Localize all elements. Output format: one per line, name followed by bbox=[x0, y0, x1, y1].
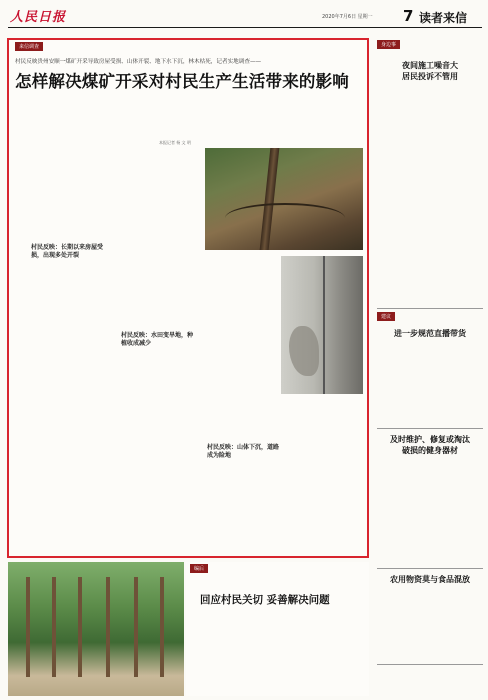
tree-shape bbox=[106, 577, 110, 677]
article-byline: 本报记者 杨 文 明 bbox=[159, 140, 191, 145]
right-column bbox=[376, 38, 484, 698]
farm-supplies-text bbox=[377, 590, 483, 660]
page-footer-notes bbox=[377, 664, 483, 696]
subhead-3: 村民反映：山体下沉，道路成为险地 bbox=[207, 444, 280, 459]
farm-supplies-title[interactable]: 农用物资莫与食品混放 bbox=[390, 575, 470, 584]
noise-complaint-text bbox=[377, 92, 483, 302]
editorial-title[interactable]: 回应村民关切 妥善解决问题 bbox=[200, 594, 330, 606]
body-text-block bbox=[15, 268, 105, 553]
livestream-title[interactable]: 进一步规范直播带货 bbox=[394, 329, 466, 338]
editorial-tag: 编后 bbox=[190, 564, 208, 573]
body-text-block bbox=[203, 254, 277, 294]
column-tag: 来信调查 bbox=[15, 42, 43, 51]
ground-crack-photo[interactable] bbox=[205, 148, 363, 250]
tree-shape bbox=[134, 577, 138, 677]
wall-stain-shape bbox=[289, 326, 319, 376]
editorial-text bbox=[190, 618, 365, 692]
tree-trunk-shape bbox=[260, 148, 280, 250]
body-text-block bbox=[281, 398, 365, 553]
body-text-block bbox=[109, 358, 199, 553]
cracked-wall-photo[interactable] bbox=[281, 256, 363, 394]
main-article[interactable] bbox=[7, 38, 369, 558]
masthead bbox=[8, 6, 482, 28]
article-headline[interactable]: 怎样解决煤矿开采对村民生产生活带来的影响 bbox=[15, 72, 349, 91]
editorial-box[interactable] bbox=[186, 562, 369, 696]
ground-crack-shape bbox=[225, 203, 345, 233]
article-kicker: 村民反映贵州安顺一煤矿开采导致房屋受损、山体开裂、地下水下沉，林木枯死，记者实地调查—— bbox=[15, 59, 262, 65]
section-name: 读者来信 bbox=[419, 11, 468, 25]
divider bbox=[377, 428, 483, 429]
wall-crack-shape bbox=[323, 256, 325, 394]
forest-photo[interactable] bbox=[8, 562, 184, 696]
issue-date: 2020年7月6日 星期一 bbox=[322, 14, 373, 20]
tree-shape bbox=[160, 577, 164, 677]
body-text-block bbox=[203, 340, 277, 450]
divider bbox=[377, 308, 483, 309]
subhead-1: 村民反映：长期以来房屋受损，出现多处开裂 bbox=[31, 244, 104, 259]
tree-shape bbox=[26, 577, 30, 677]
divider bbox=[377, 568, 483, 569]
fitness-equipment-title[interactable]: 及时维护、修复或淘汰 破损的健身器材 bbox=[390, 435, 470, 455]
tree-shape bbox=[52, 577, 56, 677]
livestream-text bbox=[377, 344, 483, 424]
newspaper-logo: 人民日报 bbox=[10, 10, 67, 25]
body-text-block bbox=[109, 212, 199, 330]
page-number: 7 bbox=[403, 7, 414, 25]
subhead-2: 村民反映：水田变旱地，种植收成减少 bbox=[121, 332, 194, 347]
fitness-equipment-text bbox=[377, 462, 483, 564]
tree-shape bbox=[78, 577, 82, 677]
neighborhood-tag: 身边事 bbox=[377, 40, 400, 49]
body-text-block bbox=[203, 472, 277, 552]
suggestion-tag: 建议 bbox=[377, 312, 395, 321]
noise-complaint-title[interactable]: 夜间施工噪音大 居民投诉不管用 bbox=[402, 61, 458, 81]
